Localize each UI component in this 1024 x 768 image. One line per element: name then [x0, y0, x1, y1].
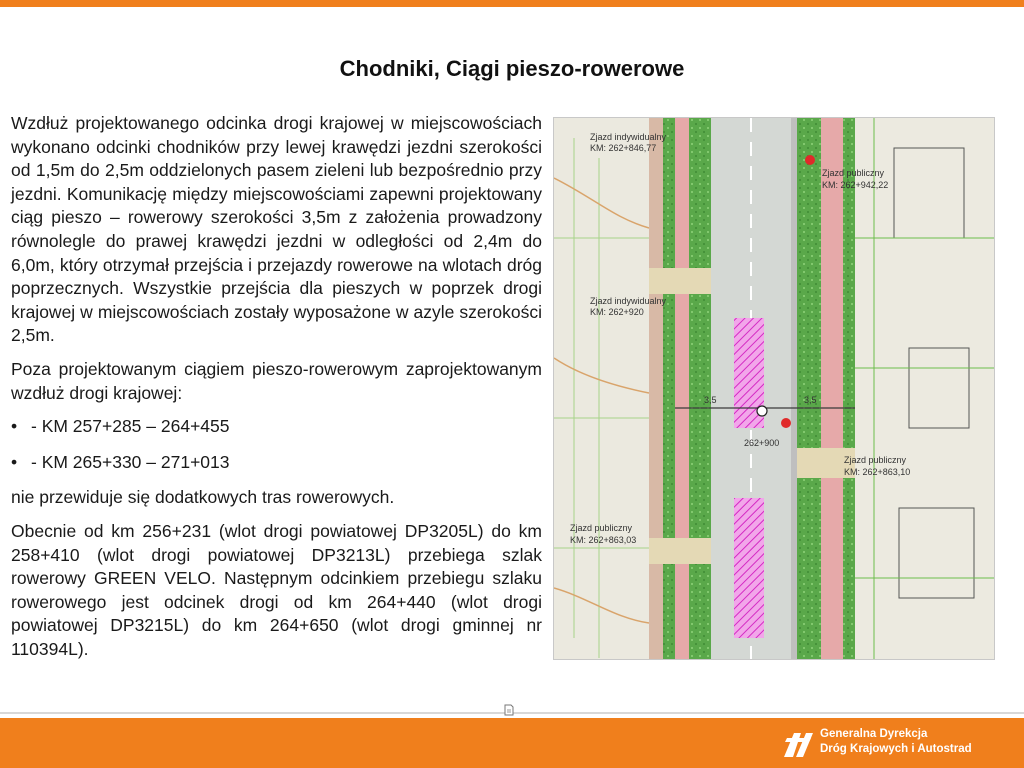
- top-accent-bar: [0, 0, 1024, 7]
- list-item-text: - KM 257+285 – 264+455: [31, 416, 230, 437]
- map-label: KM: 262+920: [590, 307, 644, 317]
- map-label: Zjazd publiczny: [844, 455, 907, 465]
- list-item: [11, 415, 542, 439]
- map-label: Zjazd indywidualny: [590, 132, 667, 142]
- document-icon: [503, 704, 515, 716]
- paragraph-no-routes: nie przewiduje się dodatkowych tras rowerowych.: [11, 487, 395, 508]
- map-label: KM: 262+846,77: [590, 143, 657, 153]
- list-item: [11, 451, 542, 475]
- bullet-icon: •: [11, 451, 18, 472]
- map-label: Zjazd indywidualny: [590, 296, 667, 306]
- org-name-line1: Generalna Dyrekcja: [820, 728, 928, 740]
- road-plan-drawing: [553, 117, 995, 660]
- paragraph-intro-list: Poza projektowanym ciągiem pieszo-rowerowym zaprojektowanym wzdłuż drogi krajowej:: [11, 358, 542, 403]
- map-label: 3,5: [704, 395, 717, 405]
- bullet-icon: •: [11, 416, 18, 437]
- map-label: KM: 262+863,03: [570, 535, 637, 545]
- map-label: 262+900: [744, 438, 780, 448]
- slide-title: Chodniki, Ciągi pieszo-rowerowe: [339, 56, 685, 81]
- org-name: [820, 727, 972, 756]
- gddkia-logo-icon: [781, 729, 815, 759]
- paragraph-green-velo: Obecnie od km 256+231 (wlot drogi powiatowej DP3205L) do km 258+410 (wlot drogi powiatowej DP3213L) przebiega szlak rowerowy GREEN VELO. Następnym odcinkiem przebiegu szlaku rowerowego jest odcinek drogi od km 264+440 (wlot drogi powiatowej DP3215L) do km 264+650 (wlot drogi gminnej nr 110394L).: [11, 520, 542, 659]
- paragraph-sidewalks: Wzdłuż projektowanego odcinka drogi krajowej w miejscowościach wykonano odcinki chodników przy lewej krawędzi jezdni szerokości od 1,5m do 2,5m oddzielonych pasem zieleni lub bezpośrednio przy jezdni. Komunikację między miejscowościami zapewni projektowany ciąg pieszo – rowerowy szerokości 3,5m z założenia prowadzony równolegle do prawej krawędzi jezdni w odległości od 2,4m do 6,0m, który otrzymał przejścia i przejazdy rowerowe na wlotach dróg poprzecznych. Wszystkie przejścia dla pieszych w poprzek drogi krajowej w miejscowościach zostały wyposażone w azyle szerokości 2,5m.: [11, 113, 542, 346]
- map-label: 3,5: [804, 395, 817, 405]
- road-plan-svg: [554, 118, 994, 659]
- list-item-text: - KM 265+330 – 271+013: [31, 451, 230, 472]
- map-label: KM: 262+863,10: [844, 467, 911, 477]
- km-list: [11, 415, 542, 474]
- map-label: Zjazd publiczny: [570, 523, 633, 533]
- slide-body: [11, 112, 542, 671]
- map-label: KM: 262+942,22: [822, 180, 889, 190]
- map-label: Zjazd publiczny: [822, 168, 885, 178]
- org-name-line2: Dróg Krajowych i Autostrad: [820, 742, 972, 755]
